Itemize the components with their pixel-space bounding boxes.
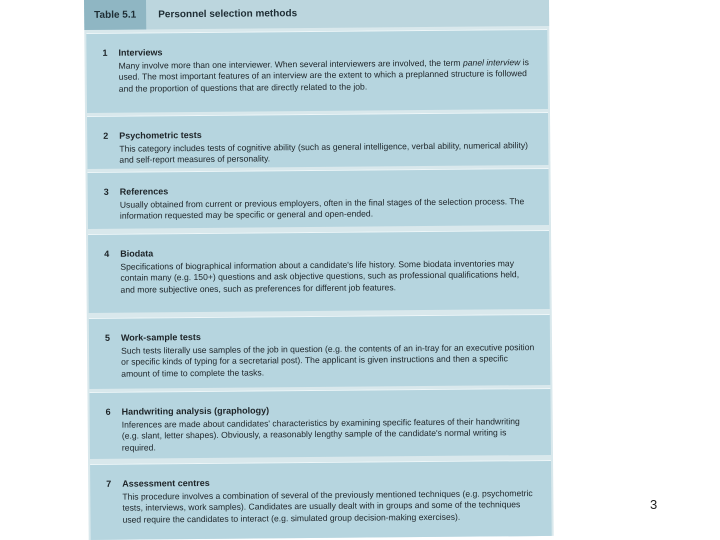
row-number: 6 xyxy=(105,406,111,417)
row-title: Work-sample tests xyxy=(120,331,201,343)
row-content xyxy=(121,329,536,380)
emphasis-term: panel interview xyxy=(462,56,521,68)
row-content xyxy=(122,475,537,526)
row-text: Inferences are made about candidates' characteristics by examining specific features of their handwriting (e.g. slant, letter shapes). Obviously, a reasonably lengthy sample of the candidate's normal writing is required. xyxy=(121,415,520,453)
row-number: 2 xyxy=(103,130,109,141)
row-number: 3 xyxy=(103,186,109,197)
table-row xyxy=(89,388,551,459)
row-title: References xyxy=(119,186,169,197)
row-title: Interviews xyxy=(118,47,163,58)
row-text: Many involve more than one interviewer. When several interviewers are involved, the term panel interview is used. The most important features of an interview are the extent to which a preplanned structure is followed and the proportion of questions that are directly related to the job. xyxy=(118,56,529,94)
row-title: Biodata xyxy=(120,248,154,259)
table-row xyxy=(88,168,549,229)
row-title: Assessment centres xyxy=(122,477,210,489)
row-text: Specifications of biographical information about a candidate's life history. Some biodata inventories may contain many (e.g. 150+) questions and ask objective questions, such as professional qualifications held, and more subjective ones, such as preferences for different job features. xyxy=(120,257,520,295)
table-row xyxy=(90,460,552,540)
row-content xyxy=(118,44,533,95)
row-text: This procedure involves a combination of several of the previously mentioned techniques (e.g. psychometric tests, interviews, work samples). Candidates are usually dealt with in groups and some of the techniques used require the candidates to interact (e.g. simulated group decision-making exercises). xyxy=(122,487,533,525)
row-content xyxy=(120,245,535,296)
row-title: Handwriting analysis (graphology) xyxy=(121,405,270,417)
row-title: Psychometric tests xyxy=(119,129,202,141)
row-number: 7 xyxy=(106,478,112,489)
table-row xyxy=(88,230,550,313)
scanned-table-page xyxy=(84,0,554,540)
row-content xyxy=(122,403,537,454)
row-content xyxy=(120,183,535,222)
row-text: Usually obtained from current or previous employers, often in the final stages of the selection process. The information requested may be specific or general and open-ended. xyxy=(119,195,525,221)
table-title: Personnel selection methods xyxy=(158,7,298,20)
row-number: 5 xyxy=(104,332,111,343)
table-header xyxy=(84,0,549,30)
row-text: This category includes tests of cognitive ability (such as general intelligence, verbal ability, numerical ability) and self-report measures of personality. xyxy=(119,139,529,165)
table-row xyxy=(87,112,548,169)
table-row xyxy=(86,29,548,113)
table-row xyxy=(89,314,551,389)
row-number: 4 xyxy=(104,248,110,259)
page-number: 3 xyxy=(650,497,658,512)
row-number: 1 xyxy=(102,47,108,58)
row-content xyxy=(119,127,534,166)
row-text: Such tests literally use samples of the job in question (e.g. the contents of an in-tray for an executive position or specific kinds of typing for a secretarial post). The applicant is given instructions and then a specific amount of time to complete the tasks. xyxy=(121,341,535,379)
table-label: Table 5.1 xyxy=(84,0,146,30)
